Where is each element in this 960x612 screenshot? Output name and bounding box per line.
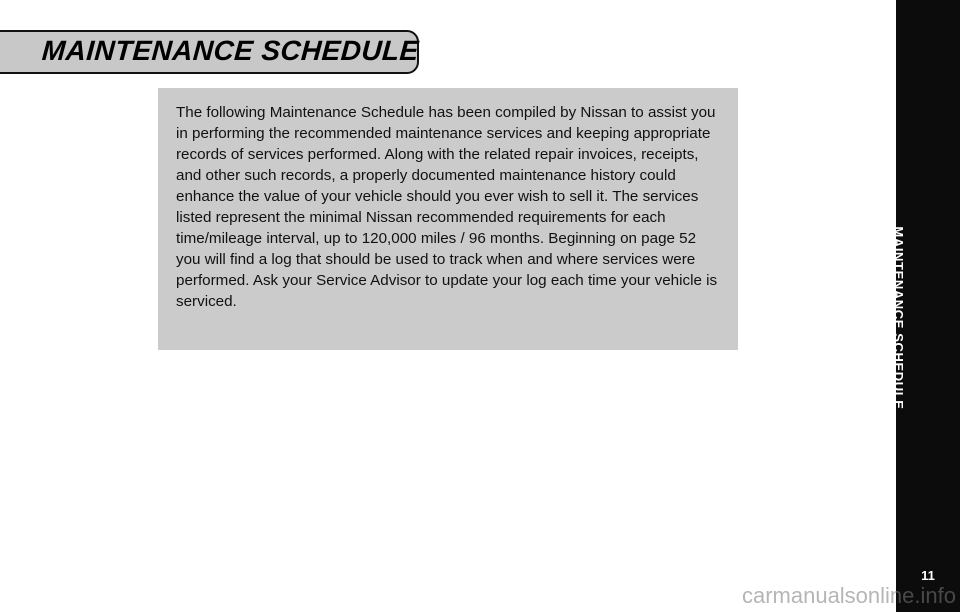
side-tab-label: MAINTENANCE SCHEDULE <box>891 226 906 410</box>
page-number: 11 <box>921 568 935 583</box>
watermark: carmanualsonline.info <box>741 583 956 608</box>
section-title: MAINTENANCE SCHEDULE <box>40 35 420 66</box>
intro-paragraph: The following Maintenance Schedule has been compiled by Nissan to assist you in performing the recommended maintenance services and keeping appropriate records of services performed. Along with the related repair invoices, receipts, and other such records, a properly documented maintenance history could enhance the value of your vehicle should you ever wish to sell it. The services listed represent the minimal Nissan recommended requirements for each time/mileage interval, up to 120,000 miles / 96 months. Beginning on page 52 you will find a log that should be used to track when and where services were performed. Ask your Service Advisor to update your log each time your vehicle is serviced. <box>176 104 718 310</box>
intro-panel <box>158 88 738 350</box>
